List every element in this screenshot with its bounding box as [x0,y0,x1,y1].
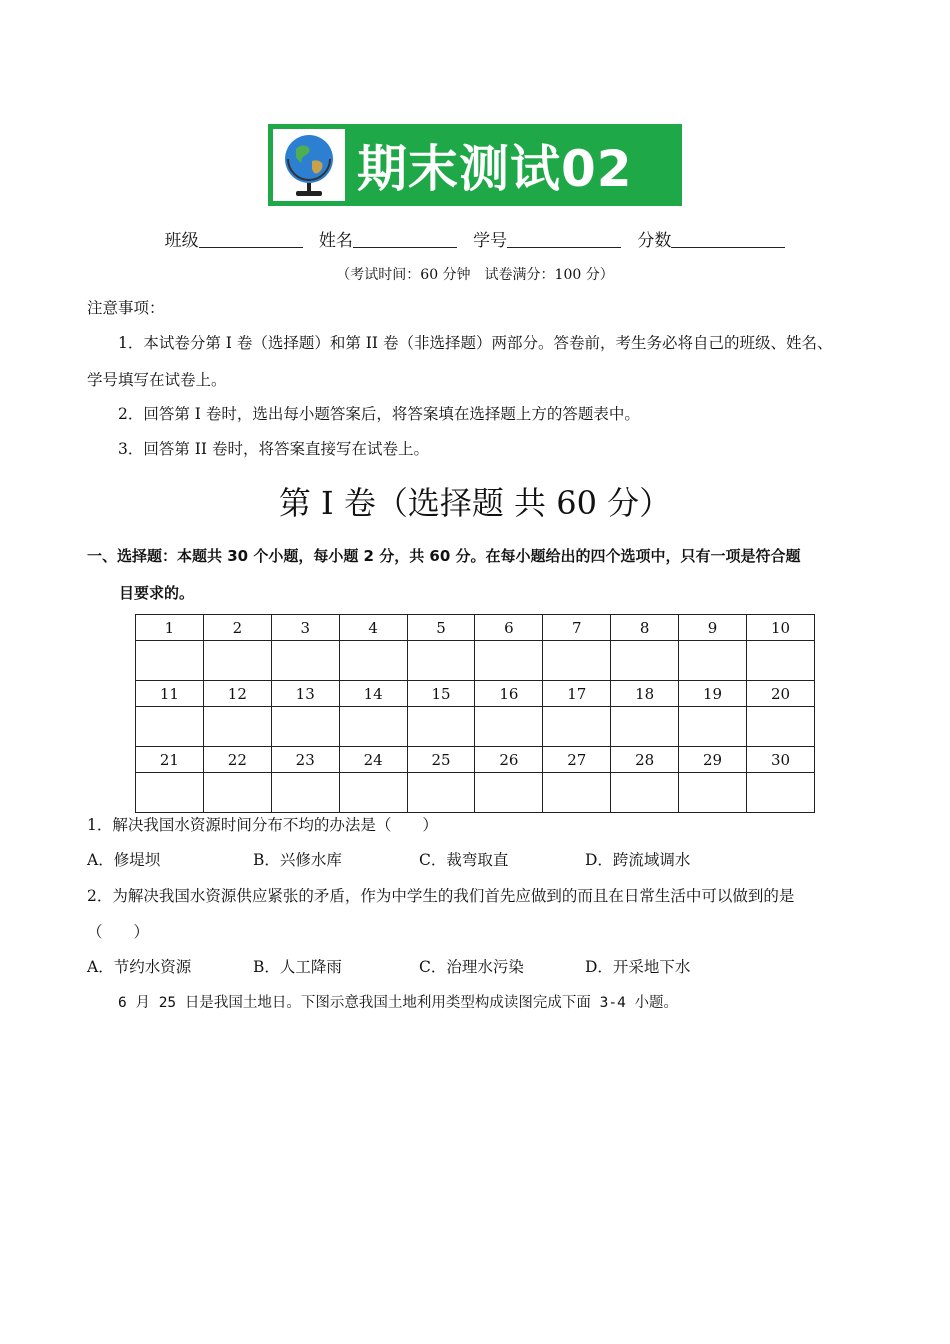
exam-time: （考试时间：60 分钟 试卷满分：100 分） [336,267,614,283]
section1-heading: 一、选择题：本题共 30 个小题，每小题 2 分，共 60 分。在每小题给出的四个选项中，只有一项是符合题 [87,547,801,565]
score-blank[interactable] [671,231,785,248]
answer-blank-cell[interactable] [271,707,339,747]
answer-blank-cell[interactable] [407,641,475,681]
answer-number-cell: 20 [747,681,815,707]
q1-option-d[interactable]: D．跨流域调水 [585,851,691,869]
answer-blank-cell[interactable] [271,641,339,681]
q1-option-b[interactable]: B．兴修水库 [253,851,342,869]
answer-table [135,614,815,813]
id-label: 学号 [473,231,508,251]
title-banner [268,124,682,206]
score-label: 分数 [637,231,672,251]
answer-blank-cell[interactable] [679,641,747,681]
section1-heading-cont: 目要求的。 [119,584,195,602]
q2-option-a[interactable]: A．节约水资源 [87,958,192,976]
answer-number-cell: 3 [271,615,339,641]
answer-number-cell: 7 [543,615,611,641]
globe-icon [278,131,340,199]
answer-number-cell: 22 [203,747,271,773]
answer-number-cell: 13 [271,681,339,707]
answer-number-cell: 28 [611,747,679,773]
class-label: 班级 [164,231,199,251]
question-2-stem-cont: （ ） [87,923,150,941]
answer-number-cell: 17 [543,681,611,707]
student-info-line [0,226,950,251]
answer-number-cell: 23 [271,747,339,773]
answer-blank-cell[interactable] [339,641,407,681]
answer-number-cell: 19 [679,681,747,707]
answer-blank-cell[interactable] [611,707,679,747]
answer-number-cell: 2 [203,615,271,641]
answer-number-cell: 30 [747,747,815,773]
answer-blank-cell[interactable] [747,707,815,747]
q2-option-c[interactable]: C．治理水污染 [419,958,524,976]
answer-number-cell: 4 [339,615,407,641]
answer-blank-cell[interactable] [475,773,543,813]
answer-blank-cell[interactable] [611,773,679,813]
answer-number-row [136,681,815,707]
globe-icon-box [273,129,345,201]
answer-number-cell: 15 [407,681,475,707]
answer-number-cell: 16 [475,681,543,707]
name-blank[interactable] [353,231,457,248]
answer-blank-cell[interactable] [543,707,611,747]
id-blank[interactable] [507,231,621,248]
answer-blank-cell[interactable] [203,641,271,681]
answer-number-cell: 29 [679,747,747,773]
question-1-options [87,850,751,870]
answer-number-row [136,615,815,641]
answer-number-row [136,747,815,773]
answer-blank-cell[interactable] [339,707,407,747]
note-item-1: 1．本试卷分第 I 卷（选择题）和第 II 卷（非选择题）两部分。答卷前，考生务必将自己的班级、姓名、 [118,334,833,352]
part1-title: 第 I 卷（选择题 共 60 分） [278,484,672,522]
note-item-1-cont: 学号填写在试卷上。 [87,371,227,389]
answer-number-cell: 21 [136,747,204,773]
answer-blank-cell[interactable] [747,773,815,813]
answer-blank-cell[interactable] [407,773,475,813]
answer-blank-cell[interactable] [475,641,543,681]
answer-number-cell: 11 [136,681,204,707]
q2-option-d[interactable]: D．开采地下水 [585,958,691,976]
answer-number-cell: 18 [611,681,679,707]
answer-blank-cell[interactable] [679,773,747,813]
answer-blank-cell[interactable] [543,641,611,681]
answer-blank-cell[interactable] [679,707,747,747]
answer-number-cell: 9 [679,615,747,641]
answer-blank-cell[interactable] [136,641,204,681]
answer-blank-cell[interactable] [475,707,543,747]
answer-number-cell: 8 [611,615,679,641]
note-item-2: 2．回答第 I 卷时，选出每小题答案后，将答案填在选择题上方的答题表中。 [118,405,640,423]
note-item-3: 3．回答第 II 卷时，将答案直接写在试卷上。 [118,440,429,458]
answer-blank-cell[interactable] [747,641,815,681]
answer-blank-cell[interactable] [271,773,339,813]
answer-number-cell: 24 [339,747,407,773]
answer-blank-cell[interactable] [136,773,204,813]
answer-blank-cell[interactable] [611,641,679,681]
answer-number-cell: 6 [475,615,543,641]
answer-blank-cell[interactable] [339,773,407,813]
answer-blank-cell[interactable] [407,707,475,747]
answer-blank-cell[interactable] [543,773,611,813]
answer-blank-cell[interactable] [136,707,204,747]
q1-option-c[interactable]: C．裁弯取直 [419,851,509,869]
answer-number-cell: 1 [136,615,204,641]
question-2-options [87,957,751,977]
q1-option-a[interactable]: A．修堤坝 [87,851,161,869]
answer-blank-row [136,773,815,813]
answer-number-cell: 27 [543,747,611,773]
notes-heading: 注意事项： [87,299,165,317]
material-intro: 6 月 25 日是我国土地日。下图示意我国土地利用类型构成读图完成下面 3-4 小题。 [118,995,679,1011]
answer-number-cell: 12 [203,681,271,707]
q2-option-b[interactable]: B．人工降雨 [253,958,342,976]
banner-title: 期末测试02 [357,140,633,198]
name-label: 姓名 [318,231,353,251]
answer-blank-cell[interactable] [203,707,271,747]
answer-blank-cell[interactable] [203,773,271,813]
question-2-stem: 2．为解决我国水资源供应紧张的矛盾，作为中学生的我们首先应做到的而且在日常生活中可以做到的是 [87,887,795,905]
answer-blank-row [136,707,815,747]
answer-blank-row [136,641,815,681]
answer-number-cell: 26 [475,747,543,773]
class-blank[interactable] [199,231,303,248]
answer-number-cell: 25 [407,747,475,773]
answer-number-cell: 14 [339,681,407,707]
answer-number-cell: 5 [407,615,475,641]
answer-number-cell: 10 [747,615,815,641]
question-1-stem: 1．解决我国水资源时间分布不均的办法是（ ） [87,816,438,834]
